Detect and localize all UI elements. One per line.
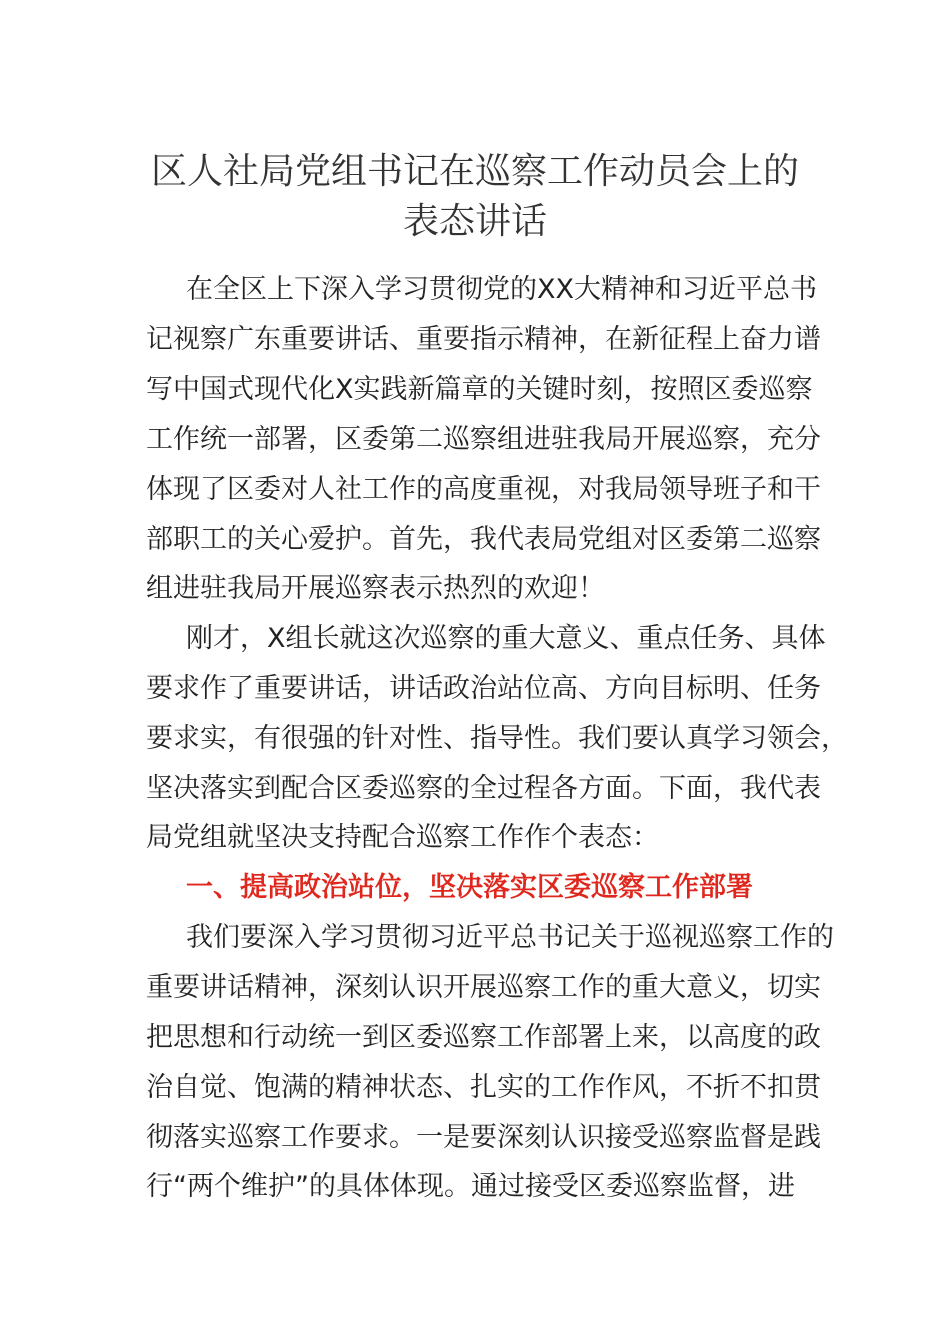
paragraph-3-line-6: 行“两个维护”的具体体现。通过接受区委巡察监督，进 <box>146 1171 795 1202</box>
paragraph-2-line-3: 要求实，有很强的针对性、指导性。我们要认真学习领会， <box>146 723 848 754</box>
paragraph-2-line-5: 局党组就坚决支持配合巡察工作作个表态： <box>146 822 659 853</box>
paragraph-1-line-1: 在全区上下深入学习贯彻党的XX大精神和习近平总书 <box>186 274 817 305</box>
section-heading-1: 一、提高政治站位，坚决落实区委巡察工作部署 <box>186 872 753 903</box>
paragraph-3-line-2: 重要讲话精神，深刻认识开展巡察工作的重大意义，切实 <box>146 972 821 1003</box>
paragraph-3-line-5: 彻落实巡察工作要求。一是要深刻认识接受巡察监督是践 <box>146 1122 821 1153</box>
paragraph-2-line-4: 坚决落实到配合区委巡察的全过程各方面。下面，我代表 <box>146 773 821 804</box>
paragraph-1-line-7: 组进驻我局开展巡察表示热烈的欢迎！ <box>146 573 605 604</box>
paragraph-2-line-1: 刚才，X组长就这次巡察的重大意义、重点任务、具体 <box>186 623 826 654</box>
paragraph-3-line-3: 把思想和行动统一到区委巡察工作部署上来，以高度的政 <box>146 1022 821 1053</box>
paragraph-1-line-6: 部职工的关心爱护。首先，我代表局党组对区委第二巡察 <box>146 524 821 555</box>
paragraph-1-line-3: 写中国式现代化X实践新篇章的关键时刻，按照区委巡察 <box>146 374 813 405</box>
paragraph-2-line-2: 要求作了重要讲话，讲话政治站位高、方向目标明、任务 <box>146 673 821 704</box>
document-title-line-2: 表态讲话 <box>402 201 547 242</box>
paragraph-1-line-4: 工作统一部署，区委第二巡察组进驻我局开展巡察，充分 <box>146 424 821 455</box>
paragraph-1-line-2: 记视察广东重要讲话、重要指示精神，在新征程上奋力谱 <box>146 324 821 355</box>
paragraph-3-line-4: 治自觉、饱满的精神状态、扎实的工作作风，不折不扣贯 <box>146 1072 821 1103</box>
document-title-line-1: 区人社局党组书记在巡察工作动员会上的 <box>150 151 799 192</box>
paragraph-1-line-5: 体现了区委对人社工作的高度重视，对我局领导班子和干 <box>146 474 821 505</box>
paragraph-3-line-1: 我们要深入学习贯彻习近平总书记关于巡视巡察工作的 <box>186 922 834 953</box>
